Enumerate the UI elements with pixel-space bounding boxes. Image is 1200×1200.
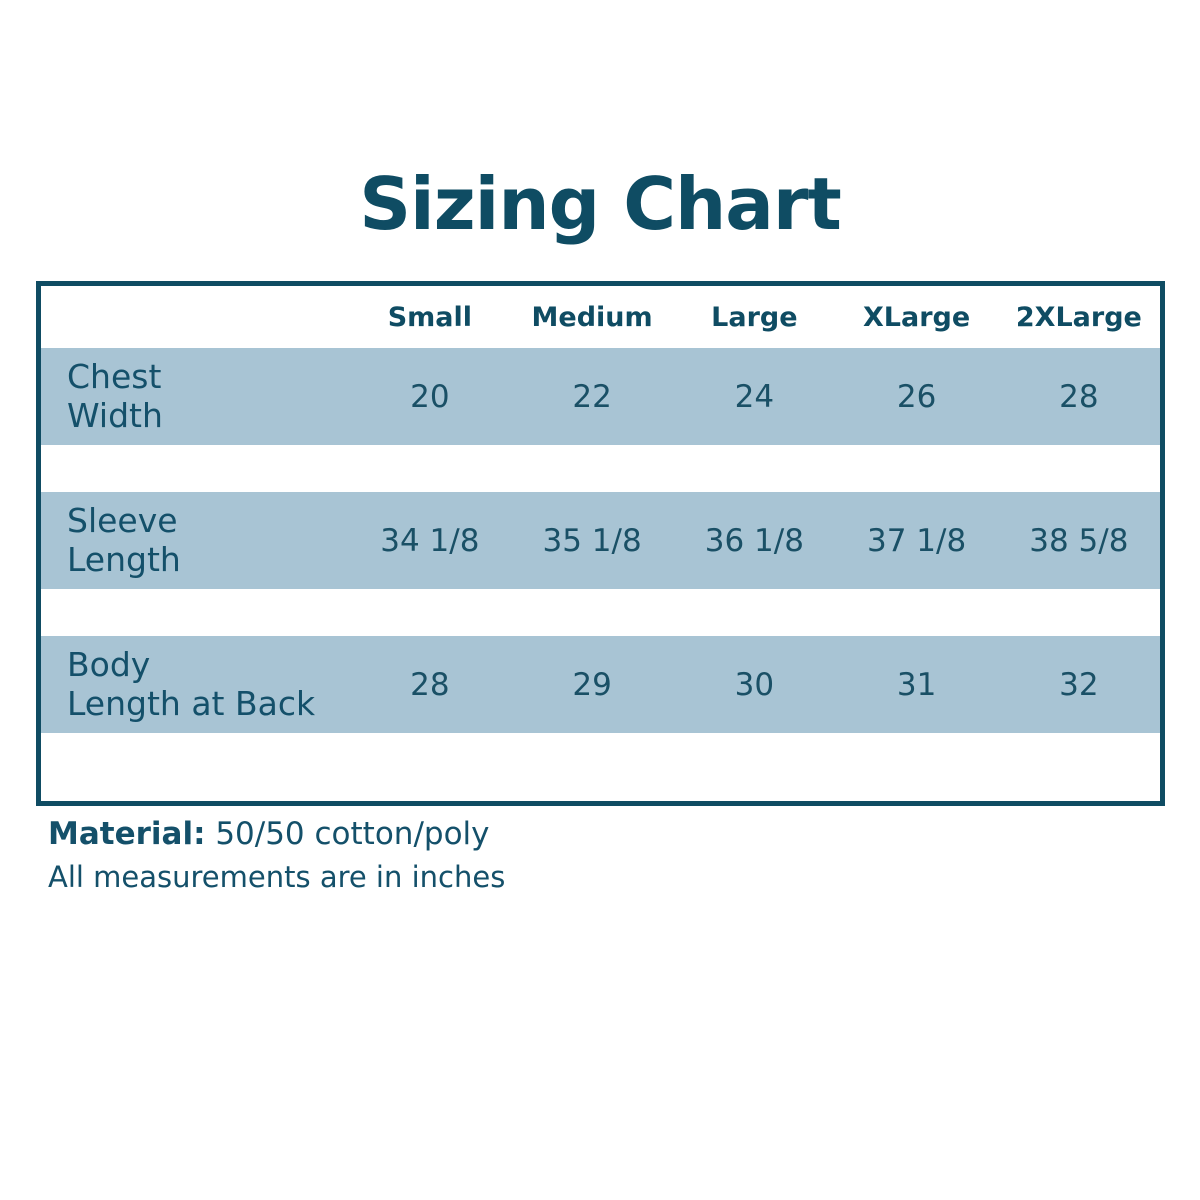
table-spacer-row — [41, 445, 1160, 492]
spacer-cell — [998, 733, 1160, 780]
cell-body-length-2xlarge: 32 — [998, 636, 1160, 733]
table-spacer-row — [41, 733, 1160, 780]
cell-chest-width-large: 24 — [673, 348, 835, 445]
spacer-cell — [673, 589, 835, 636]
sizing-table — [41, 286, 1160, 780]
row-label-line1: Body — [67, 644, 151, 684]
column-header-2xlarge: 2XLarge — [998, 286, 1160, 348]
column-header-xlarge: XLarge — [835, 286, 997, 348]
page-title: Sizing Chart — [359, 162, 841, 246]
cell-chest-width-xlarge: 26 — [835, 348, 997, 445]
cell-body-length-small: 28 — [349, 636, 511, 733]
cell-sleeve-length-small: 34 1/8 — [349, 492, 511, 589]
cell-body-length-xlarge: 31 — [835, 636, 997, 733]
table-header-row — [41, 286, 1160, 348]
spacer-cell — [41, 733, 349, 780]
cell-chest-width-medium: 22 — [511, 348, 673, 445]
row-label-line2: Length at Back — [67, 683, 316, 723]
table-spacer-row — [41, 589, 1160, 636]
cell-chest-width-small: 20 — [349, 348, 511, 445]
spacer-cell — [41, 445, 349, 492]
spacer-cell — [673, 733, 835, 780]
spacer-cell — [349, 445, 511, 492]
table-row — [41, 348, 1160, 445]
cell-sleeve-length-large: 36 1/8 — [673, 492, 835, 589]
row-label-line1: Chest — [67, 356, 162, 396]
material-label: Material: — [48, 816, 206, 852]
spacer-cell — [998, 589, 1160, 636]
spacer-cell — [511, 733, 673, 780]
column-header-medium: Medium — [511, 286, 673, 348]
cell-body-length-medium: 29 — [511, 636, 673, 733]
spacer-cell — [511, 589, 673, 636]
cell-sleeve-length-xlarge: 37 1/8 — [835, 492, 997, 589]
spacer-cell — [835, 589, 997, 636]
row-label-line2: Length — [67, 539, 181, 579]
table-row — [41, 636, 1160, 733]
spacer-cell — [998, 445, 1160, 492]
column-header-large: Large — [673, 286, 835, 348]
spacer-cell — [673, 445, 835, 492]
row-label-chest-width — [41, 348, 349, 445]
table-row — [41, 492, 1160, 589]
sizing-table-container — [36, 281, 1165, 806]
cell-body-length-large: 30 — [673, 636, 835, 733]
row-label-line1: Sleeve — [67, 500, 178, 540]
spacer-cell — [349, 733, 511, 780]
footer-notes — [48, 814, 1148, 897]
units-note: All measurements are in inches — [48, 859, 506, 894]
spacer-cell — [41, 589, 349, 636]
spacer-cell — [511, 445, 673, 492]
column-header-small: Small — [349, 286, 511, 348]
row-label-sleeve-length — [41, 492, 349, 589]
row-label-body-length-at-back — [41, 636, 349, 733]
column-header-measurement — [41, 286, 349, 348]
cell-sleeve-length-medium: 35 1/8 — [511, 492, 673, 589]
cell-chest-width-2xlarge: 28 — [998, 348, 1160, 445]
spacer-cell — [835, 733, 997, 780]
material-value: 50/50 cotton/poly — [205, 816, 490, 852]
cell-sleeve-length-2xlarge: 38 5/8 — [998, 492, 1160, 589]
spacer-cell — [835, 445, 997, 492]
spacer-cell — [349, 589, 511, 636]
material-note — [48, 814, 1148, 856]
row-label-line2: Width — [67, 395, 163, 435]
